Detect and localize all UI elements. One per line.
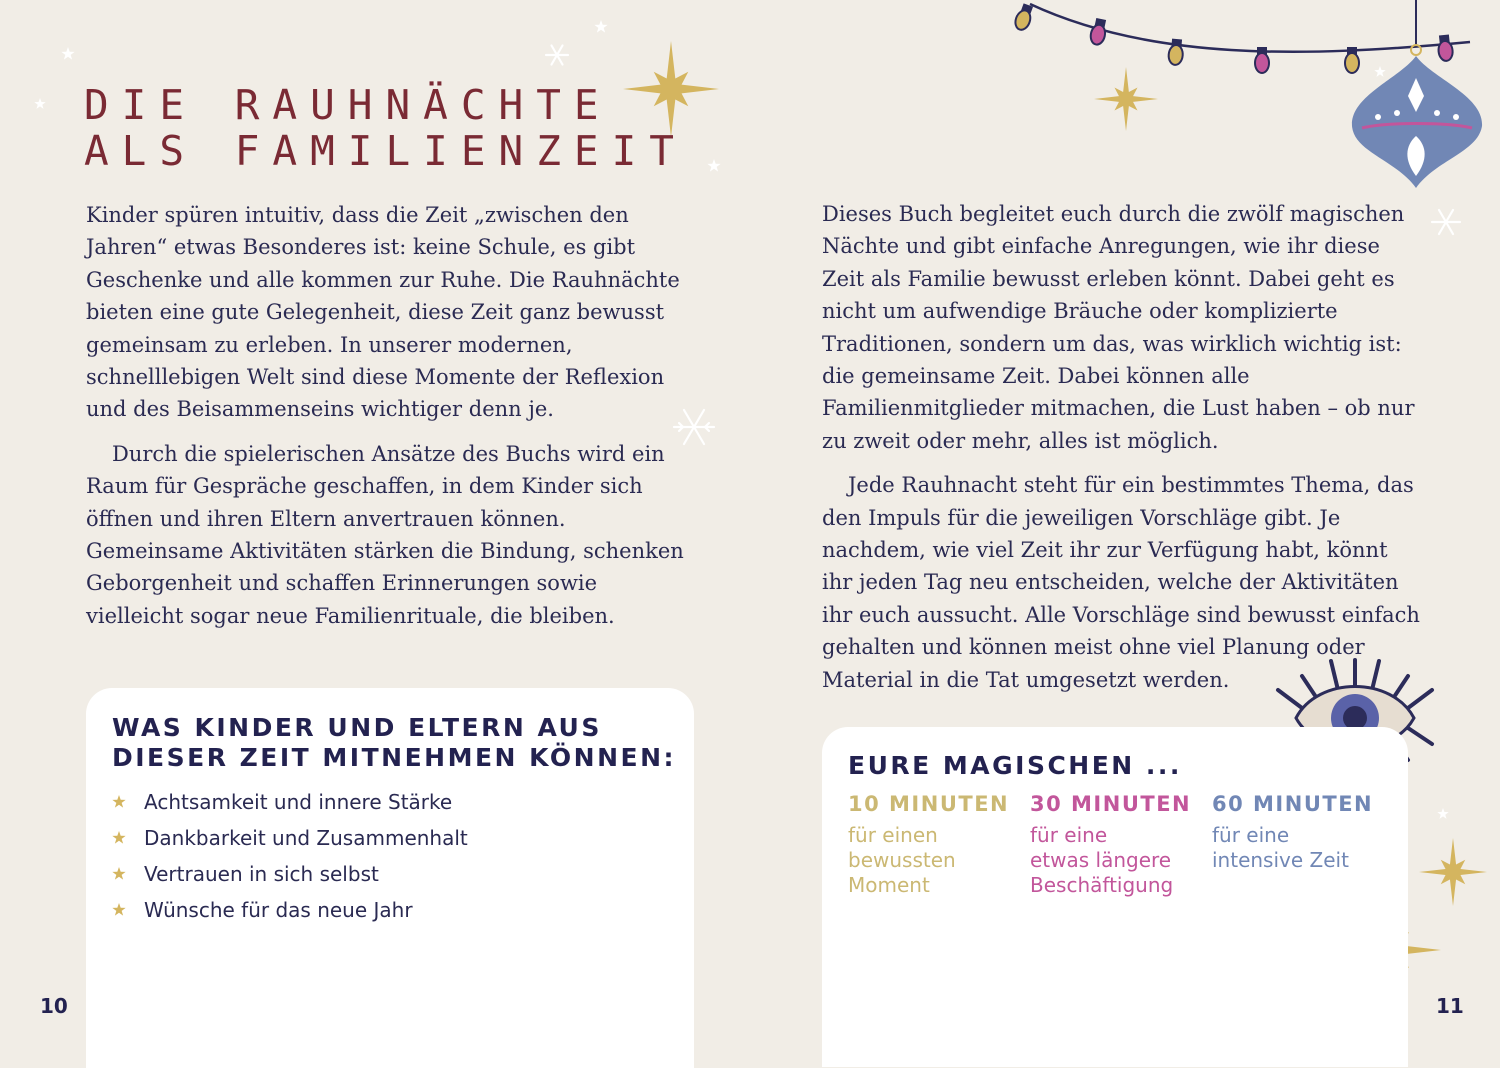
takeaways-list — [112, 784, 468, 928]
list-item: Vertrauen in sich selbst — [112, 856, 468, 892]
star-bullet-icon — [112, 831, 126, 845]
page-number-right: 11 — [1436, 994, 1464, 1018]
left-paragraph-1: Kinder spüren intuitiv, dass die Zeit „zwischen den Jahren“ etwas Besonderes ist: keine Schule, es gibt Geschenke und alle kommen zur Ruhe. Die Rauhnächte bieten eine gute Gelegenheit, diese Zeit ganz bewusst gemeinsam zu erleben. In unserer modernen, schnelllebigen Welt sind diese Momente der Reflexion und des Beisammenseins wichtiger denn je. — [86, 203, 680, 422]
left-paragraph-2: Durch die spielerischen Ansätze des Buchs wird ein Raum für Gespräche geschaffen, in dem Kinder sich öffnen und ihren Eltern anvertrauen können. Gemeinsame Aktivitäten stärken die Bindung, schenken Geborgenheit und schaffen Erinnerungen sowie vielleicht sogar neue Familienrituale, die bleiben. — [86, 441, 684, 628]
list-item: Achtsamkeit und innere Stärke — [112, 784, 468, 820]
time-option-label: 10 MINUTEN — [848, 792, 1010, 816]
right-paragraph-2: Jede Rauhnacht steht für ein bestimmtes Thema, das den Impuls für die jeweiligen Vorschläge gibt. Je nachdem, wie viel Zeit ihr zur Verfügung habt, könnt ihr jeden Tag neu entscheiden, welche der Aktivitäten ihr euch aussucht. Alle Vorschläge sind bewusst einfach gehalten und können meist ohne viel Planung oder Material in die Tat umgesetzt werden. — [822, 473, 1420, 692]
string-lights-icon — [1013, 4, 1470, 73]
list-item: Dankbarkeit und Zusammenhalt — [112, 820, 468, 856]
time-option-description: für einen bewussten Moment — [848, 823, 956, 897]
takeaways-box — [86, 688, 694, 1068]
takeaways-heading-line-2: DIESER ZEIT MITNEHMEN KÖNNEN: — [112, 743, 677, 772]
time-option-description: für eine intensive Zeit — [1212, 823, 1349, 872]
time-options-box — [822, 727, 1408, 1067]
time-option-10 — [848, 789, 1030, 898]
star-bullet-icon — [112, 903, 126, 917]
page-title — [84, 82, 687, 174]
time-options-heading: EURE MAGISCHEN ... — [848, 751, 1182, 780]
time-option-description: für eine etwas längere Beschäftigung — [1030, 823, 1174, 897]
ornament-icon — [1352, 0, 1482, 188]
list-item: Wünsche für das neue Jahr — [112, 892, 468, 928]
title-line-2: ALS FAMILIENZEIT — [84, 127, 687, 175]
takeaways-heading — [112, 713, 676, 773]
takeaways-heading-line-1: WAS KINDER UND ELTERN AUS — [112, 713, 602, 742]
star-bullet-icon — [112, 795, 126, 809]
time-option-label: 30 MINUTEN — [1030, 792, 1192, 816]
time-option-label: 60 MINUTEN — [1212, 792, 1374, 816]
right-text-column — [822, 198, 1422, 696]
time-options-grid — [848, 789, 1394, 898]
time-option-30 — [1030, 789, 1212, 898]
page-number-left: 10 — [40, 994, 68, 1018]
left-text-column — [86, 199, 686, 632]
star-bullet-icon — [112, 867, 126, 881]
time-option-60 — [1212, 789, 1394, 898]
title-line-1: DIE RAUHNÄCHTE — [84, 81, 612, 129]
right-paragraph-1: Dieses Buch begleitet euch durch die zwölf magischen Nächte und gibt einfache Anregungen, wie ihr diese Zeit als Familie bewusst erleben könnt. Dabei geht es nicht um aufwendige Bräuche oder komplizierte Traditionen, sondern um das, was wirklich wichtig ist: die gemeinsame Zeit. Dabei können alle Familienmitglieder mitmachen, die Lust haben – ob nur zu zweit oder mehr, alles ist möglich. — [822, 202, 1415, 453]
